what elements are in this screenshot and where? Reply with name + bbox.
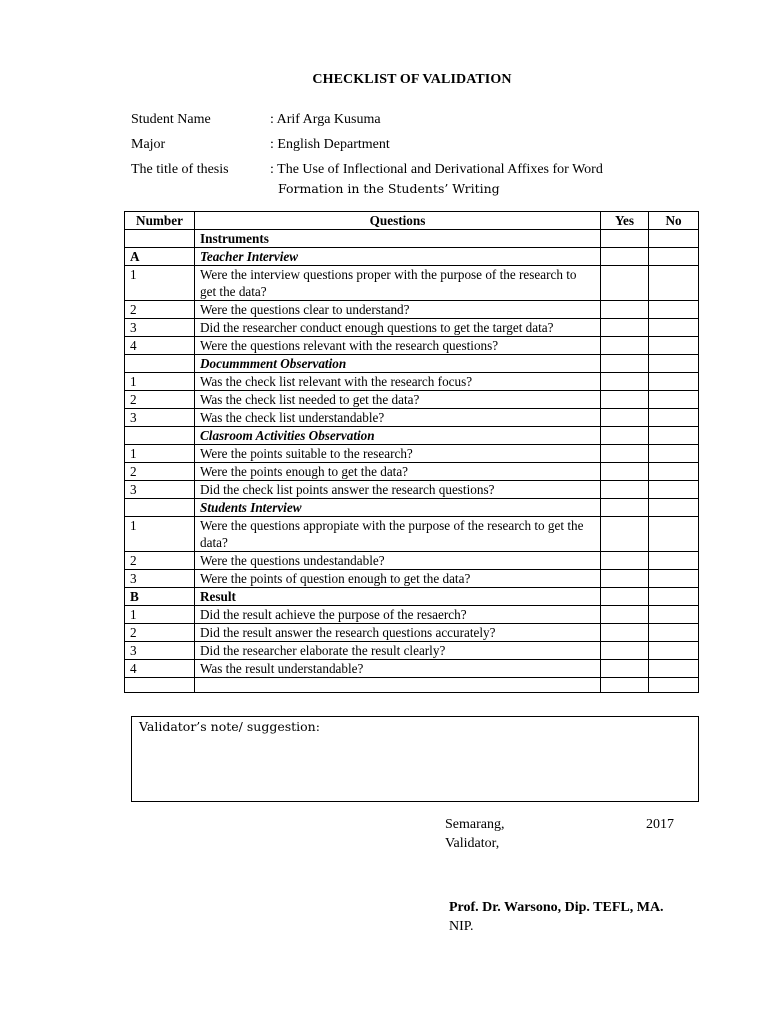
- row-number: 2: [125, 391, 195, 409]
- info-value: : English Department: [270, 137, 390, 152]
- table-row: [125, 588, 699, 606]
- row-no-cell[interactable]: [649, 301, 699, 319]
- row-yes-cell[interactable]: [601, 337, 649, 355]
- table-row: [125, 499, 699, 517]
- info-label: Student Name: [131, 112, 211, 127]
- row-no-cell[interactable]: [649, 624, 699, 642]
- row-yes-cell[interactable]: [601, 481, 649, 499]
- row-no-cell[interactable]: [649, 391, 699, 409]
- row-no-cell[interactable]: [649, 266, 699, 301]
- row-number: A: [125, 248, 195, 266]
- row-question: Did the researcher conduct enough questions to get the target data?: [195, 319, 601, 337]
- row-no-cell[interactable]: [649, 463, 699, 481]
- row-number: 2: [125, 552, 195, 570]
- row-number: 3: [125, 570, 195, 588]
- table-row: [125, 660, 699, 678]
- document-title: CHECKLIST OF VALIDATION: [312, 72, 512, 87]
- row-no-cell[interactable]: [649, 337, 699, 355]
- row-question: Students Interview: [195, 499, 601, 517]
- row-question: Did the result achieve the purpose of the resaerch?: [195, 606, 601, 624]
- row-number: 1: [125, 373, 195, 391]
- table-row: [125, 517, 699, 552]
- table-row: [125, 624, 699, 642]
- row-question: Did the researcher elaborate the result clearly?: [195, 642, 601, 660]
- table-row: [125, 642, 699, 660]
- row-question: Were the points of question enough to get the data?: [195, 570, 601, 588]
- row-number: [125, 355, 195, 373]
- row-question: Was the check list understandable?: [195, 409, 601, 427]
- row-no-cell[interactable]: [649, 570, 699, 588]
- row-yes-cell[interactable]: [601, 230, 649, 248]
- row-no-cell[interactable]: [649, 373, 699, 391]
- header-no: No: [649, 212, 699, 230]
- row-question: Teacher Interview: [195, 248, 601, 266]
- info-value-line1: : The Use of Inflectional and Derivational Affixes for Word: [270, 162, 603, 177]
- row-number: 4: [125, 337, 195, 355]
- row-no-cell[interactable]: [649, 517, 699, 552]
- row-number: 3: [125, 319, 195, 337]
- row-yes-cell[interactable]: [601, 391, 649, 409]
- row-yes-cell[interactable]: [601, 642, 649, 660]
- table-row: [125, 319, 699, 337]
- row-question: Did the result answer the research questions accurately?: [195, 624, 601, 642]
- table-row: [125, 409, 699, 427]
- table-row: [125, 337, 699, 355]
- row-question: Did the check list points answer the research questions?: [195, 481, 601, 499]
- validator-label: Validator,: [445, 836, 500, 851]
- validation-checklist-table: [124, 211, 699, 693]
- table-row: [125, 391, 699, 409]
- validator-note-label: Validator’s note/ suggestion:: [139, 719, 320, 734]
- row-question: Was the check list relevant with the research focus?: [195, 373, 601, 391]
- row-question: Result: [195, 588, 601, 606]
- row-no-cell[interactable]: [649, 606, 699, 624]
- row-yes-cell[interactable]: [601, 319, 649, 337]
- row-number: 3: [125, 642, 195, 660]
- row-no-cell[interactable]: [649, 230, 699, 248]
- row-no-cell[interactable]: [649, 409, 699, 427]
- row-number: 1: [125, 266, 195, 301]
- row-yes-cell[interactable]: [601, 606, 649, 624]
- row-number: [125, 230, 195, 248]
- row-question: Instruments: [195, 230, 601, 248]
- row-yes-cell[interactable]: [601, 409, 649, 427]
- validator-note-box[interactable]: [131, 716, 699, 802]
- row-number: [125, 499, 195, 517]
- row-number: 4: [125, 660, 195, 678]
- table-row: [125, 248, 699, 266]
- row-no-cell[interactable]: [649, 248, 699, 266]
- row-question: Were the points enough to get the data?: [195, 463, 601, 481]
- row-number: 1: [125, 606, 195, 624]
- row-no-cell[interactable]: [649, 499, 699, 517]
- header-yes: Yes: [601, 212, 649, 230]
- row-yes-cell[interactable]: [601, 660, 649, 678]
- info-label: Major: [131, 137, 166, 152]
- info-label: The title of thesis: [131, 162, 229, 177]
- row-question: Was the check list needed to get the data?: [195, 391, 601, 409]
- table-row: [125, 481, 699, 499]
- row-no-cell[interactable]: [649, 642, 699, 660]
- row-yes-cell[interactable]: [601, 624, 649, 642]
- row-yes-cell[interactable]: [601, 266, 649, 301]
- table-row: [125, 355, 699, 373]
- row-no-cell[interactable]: [649, 588, 699, 606]
- table-row: [125, 230, 699, 248]
- table-header-row: [125, 212, 699, 230]
- table-row: [125, 266, 699, 301]
- signer-name: Prof. Dr. Warsono, Dip. TEFL, MA.: [449, 900, 664, 915]
- row-no-cell[interactable]: [649, 660, 699, 678]
- row-yes-cell[interactable]: [601, 445, 649, 463]
- row-question: Clasroom Activities Observation: [195, 427, 601, 445]
- table-row: [125, 445, 699, 463]
- row-question: Docummment Observation: [195, 355, 601, 373]
- row-yes-cell[interactable]: [601, 373, 649, 391]
- row-yes-cell[interactable]: [601, 552, 649, 570]
- row-no-cell[interactable]: [649, 552, 699, 570]
- row-no-cell[interactable]: [649, 481, 699, 499]
- row-question: Were the questions appropiate with the purpose of the research to get the data?: [195, 517, 601, 552]
- row-question: Were the questions undestandable?: [195, 552, 601, 570]
- row-yes-cell[interactable]: [601, 517, 649, 552]
- info-value: : Arif Arga Kusuma: [270, 112, 381, 127]
- row-yes-cell[interactable]: [601, 355, 649, 373]
- header-number: Number: [125, 212, 195, 230]
- table-body: [125, 230, 699, 693]
- row-number: 2: [125, 301, 195, 319]
- header-questions: Questions: [195, 212, 601, 230]
- signature-year: 2017: [646, 817, 674, 832]
- table-row: [125, 606, 699, 624]
- row-yes-cell[interactable]: [601, 588, 649, 606]
- row-number: 1: [125, 445, 195, 463]
- signature-place: Semarang,: [445, 817, 505, 832]
- row-question: Was the result understandable?: [195, 660, 601, 678]
- row-number: 2: [125, 624, 195, 642]
- table-row: [125, 570, 699, 588]
- row-number: 3: [125, 481, 195, 499]
- table-row: [125, 678, 699, 693]
- row-yes-cell[interactable]: [601, 678, 649, 693]
- row-question: Were the interview questions proper with the purpose of the research to get the data?: [195, 266, 601, 301]
- table-row: [125, 552, 699, 570]
- row-no-cell[interactable]: [649, 355, 699, 373]
- table-row: [125, 373, 699, 391]
- table-row: [125, 463, 699, 481]
- row-no-cell[interactable]: [649, 678, 699, 693]
- row-number: 2: [125, 463, 195, 481]
- row-yes-cell[interactable]: [601, 570, 649, 588]
- row-question: [195, 678, 601, 693]
- table-row: [125, 427, 699, 445]
- row-number: B: [125, 588, 195, 606]
- row-question: Were the questions relevant with the research questions?: [195, 337, 601, 355]
- row-yes-cell[interactable]: [601, 301, 649, 319]
- row-yes-cell[interactable]: [601, 248, 649, 266]
- row-number: [125, 678, 195, 693]
- row-no-cell[interactable]: [649, 319, 699, 337]
- row-question: Were the points suitable to the research?: [195, 445, 601, 463]
- row-number: 1: [125, 517, 195, 552]
- info-value: [270, 160, 670, 198]
- info-value-line2: Formation in the Students’ Writing: [278, 181, 500, 196]
- row-question: Were the questions clear to understand?: [195, 301, 601, 319]
- row-yes-cell[interactable]: [601, 427, 649, 445]
- table-row: [125, 301, 699, 319]
- row-number: [125, 427, 195, 445]
- row-no-cell[interactable]: [649, 427, 699, 445]
- row-yes-cell[interactable]: [601, 463, 649, 481]
- row-yes-cell[interactable]: [601, 499, 649, 517]
- row-number: 3: [125, 409, 195, 427]
- signer-nip: NIP.: [449, 919, 474, 934]
- row-no-cell[interactable]: [649, 445, 699, 463]
